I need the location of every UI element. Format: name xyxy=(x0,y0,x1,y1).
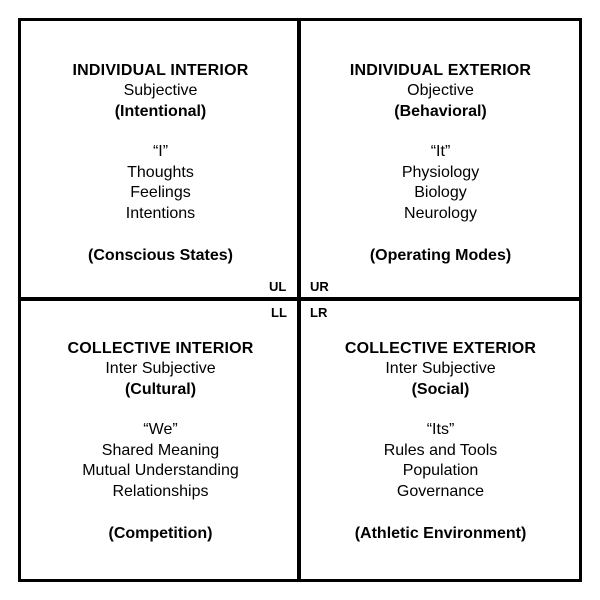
quadrant-title: COLLECTIVE INTERIOR xyxy=(67,340,254,357)
quadrant-item: Governance xyxy=(396,482,485,500)
quadrant-title: COLLECTIVE EXTERIOR xyxy=(344,340,537,357)
quadrant-subtitle: Inter Subjective xyxy=(385,360,496,377)
quadrant-item: “I” xyxy=(152,143,169,160)
corner-label-lr: LR xyxy=(310,305,328,320)
quadrant-item: Intentions xyxy=(125,204,196,222)
quadrant-footer: (Operating Modes) xyxy=(369,247,512,264)
quadrant-lower-left xyxy=(21,301,300,580)
quadrant-item: Relationships xyxy=(112,482,209,500)
quadrant-item: Shared Meaning xyxy=(101,441,220,459)
quadrant-subtitle: Subjective xyxy=(123,82,198,99)
quadrant-item: Population xyxy=(402,462,479,479)
corner-label-ur: UR xyxy=(310,279,329,294)
corner-label-ll: LL xyxy=(271,305,287,320)
quadrant-title: INDIVIDUAL EXTERIOR xyxy=(349,62,532,79)
quadrant-item: Thoughts xyxy=(127,163,194,181)
quadrant-subtitle: Inter Subjective xyxy=(105,360,216,377)
quadrant-items xyxy=(82,420,239,502)
quadrant-item: Neurology xyxy=(404,204,477,222)
quadrant-item: Feelings xyxy=(130,184,191,201)
quadrant-lower-right xyxy=(301,301,580,580)
quadrant-type: (Social) xyxy=(411,381,470,398)
quadrant-footer: (Conscious States) xyxy=(88,247,233,264)
quadrant-item: “Its” xyxy=(426,421,455,438)
quadrant-upper-right xyxy=(301,21,580,300)
quadrant-type: (Behavioral) xyxy=(394,103,487,120)
quadrant-item: Biology xyxy=(414,184,467,201)
quadrant-type: (Cultural) xyxy=(124,381,197,398)
quadrant-title: INDIVIDUAL INTERIOR xyxy=(72,62,249,79)
quadrant-type: (Intentional) xyxy=(114,103,207,120)
quadrant-item: Physiology xyxy=(401,163,480,181)
corner-label-ul: UL xyxy=(269,279,287,294)
quadrant-subtitle: Objective xyxy=(407,82,474,99)
quadrant-items xyxy=(402,142,479,224)
quadrant-items xyxy=(384,420,498,502)
quadrant-footer: (Competition) xyxy=(108,525,213,542)
quadrant-item: “We” xyxy=(143,421,178,438)
quadrant-upper-left xyxy=(21,21,300,300)
quadrant-item: Rules and Tools xyxy=(383,441,498,459)
quadrant-item: “It” xyxy=(430,143,451,160)
quadrant-item: Mutual Understanding xyxy=(82,462,239,479)
quadrant-footer: (Athletic Environment) xyxy=(354,525,527,542)
quadrant-items xyxy=(126,142,195,224)
